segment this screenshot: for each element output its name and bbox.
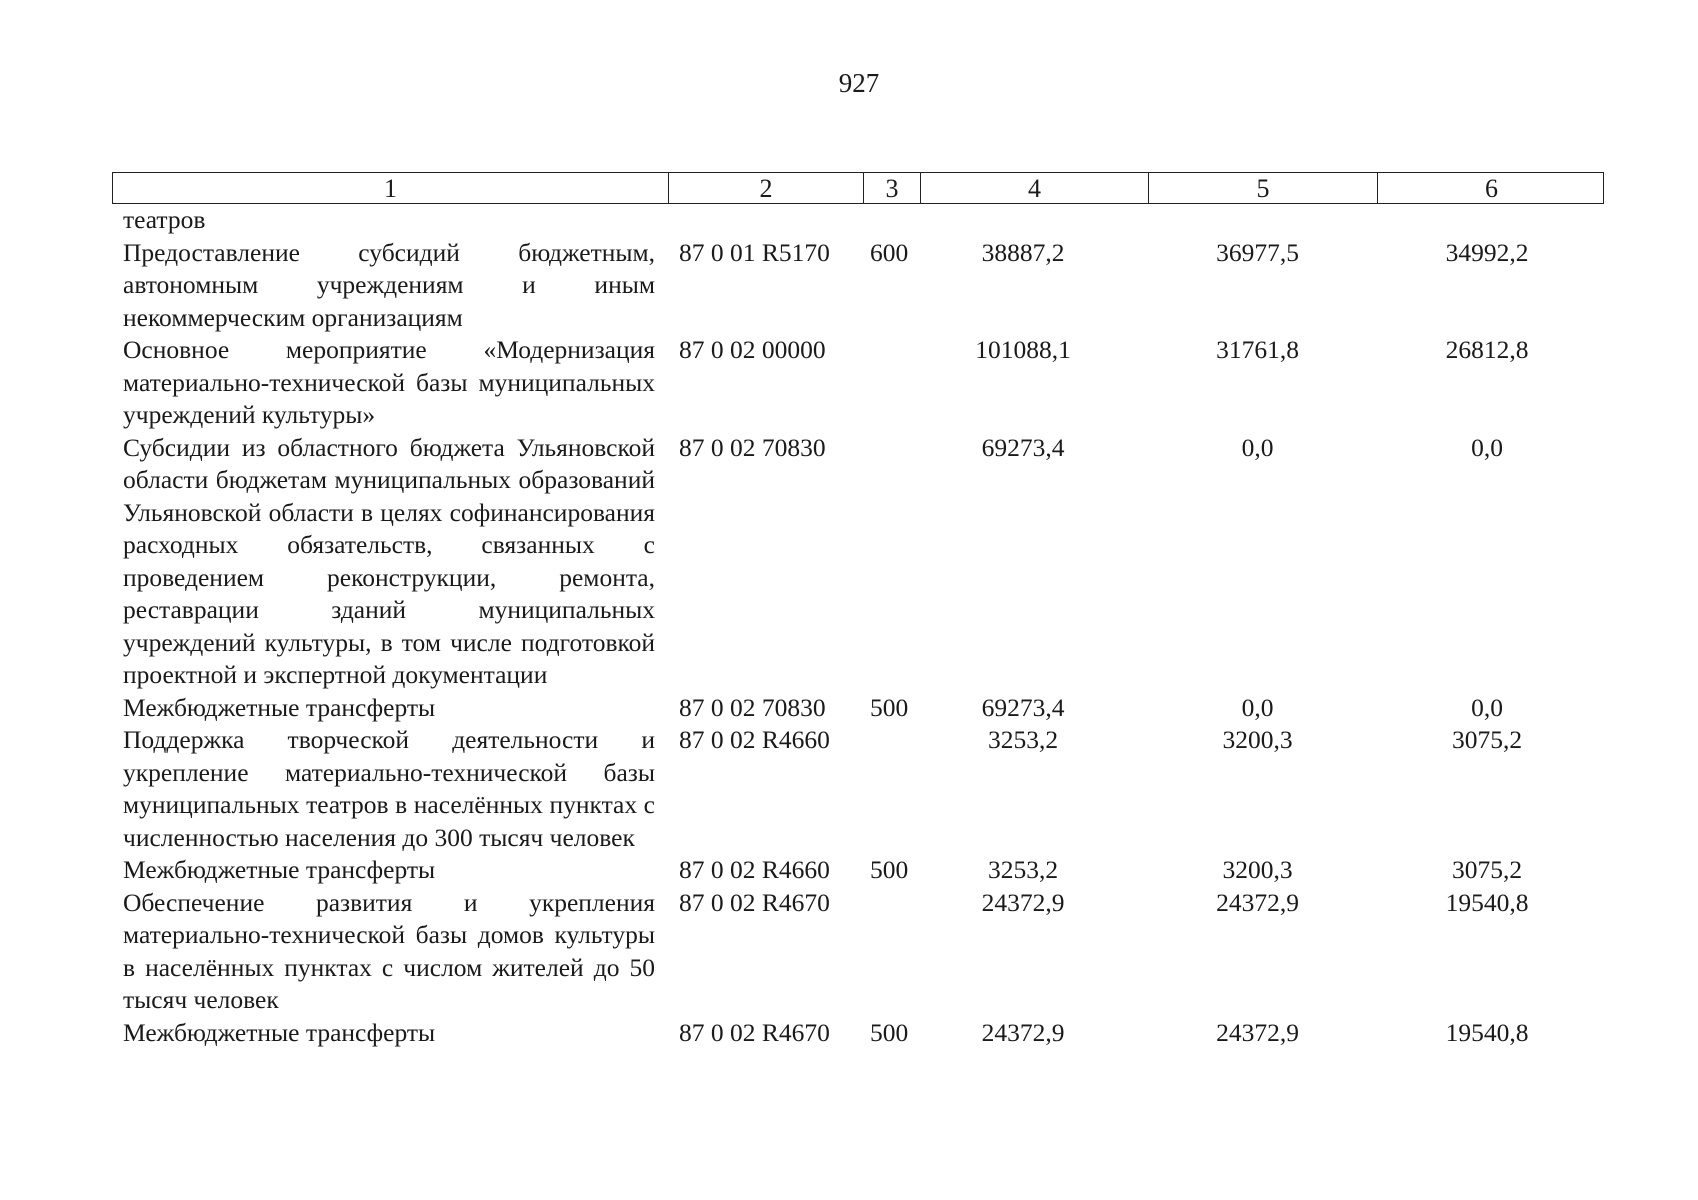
- row-name: театров: [123, 205, 206, 234]
- row-value-5: 36977,5: [1216, 237, 1299, 267]
- row-kind: [862, 724, 919, 854]
- table-row: [123, 432, 1604, 692]
- row-value-4: 69273,4: [981, 432, 1065, 462]
- row-value-5: 3200,3: [1222, 855, 1293, 884]
- row-name: Межбюджетные трансферты: [123, 855, 436, 884]
- row-value-5: 0,0: [1241, 432, 1274, 462]
- row-value-6: 19540,8: [1445, 887, 1529, 917]
- table-body: [112, 204, 1604, 1049]
- table-row: [123, 237, 1604, 335]
- row-value-4: 24372,9: [981, 1017, 1065, 1047]
- row-value-5: 31761,8: [1216, 335, 1299, 364]
- header-col-6: 6: [1377, 173, 1605, 204]
- table-header: [112, 172, 1604, 204]
- row-value-4: 3253,2: [987, 855, 1059, 884]
- row-code: 87 0 02 70830: [679, 432, 826, 462]
- header-col-3: 3: [863, 173, 920, 204]
- row-code: 87 0 02 R4660: [679, 725, 830, 754]
- row-value-5: 0,0: [1241, 692, 1274, 722]
- row-value-5: 3200,3: [1222, 725, 1293, 754]
- row-kind: 500: [870, 1017, 909, 1047]
- row-kind: 600: [870, 237, 909, 267]
- page-number: 927: [838, 68, 880, 98]
- table-row: [123, 724, 1604, 854]
- row-name: Основное мероприятие «Модернизация материально-технической базы муниципальных учреждений культуры»: [123, 335, 655, 429]
- table-row: [123, 204, 1604, 237]
- row-value-5: 24372,9: [1216, 1017, 1299, 1047]
- row-name: Межбюджетные трансферты: [123, 1017, 436, 1047]
- row-code: 87 0 01 R5170: [679, 237, 830, 267]
- row-name: Субсидии из областного бюджета Ульяновской области бюджетам муниципальных образований Ульяновской области в целях софинансирования расходных обязательств, связанных с проведением реконструкции, ремонта, реставрации зданий муниципальных учреждений культуры, в том числе подготовкой проектной и экспертной документации: [123, 432, 655, 689]
- row-value-4: 3253,2: [987, 725, 1059, 754]
- row-name: Поддержка творческой деятельности и укрепление материально-технической базы муниципальных театров в населённых пунктах с численностью населения до 300 тысяч человек: [123, 725, 655, 852]
- header-col-4: 4: [920, 173, 1148, 204]
- row-value-5: [1147, 204, 1376, 237]
- header-col-2: 2: [668, 173, 863, 204]
- row-code: 87 0 02 70830: [679, 692, 826, 722]
- row-value-6: 3075,2: [1451, 725, 1523, 754]
- row-code: 87 0 02 R4660: [679, 855, 830, 884]
- row-value-6: 19540,8: [1445, 1017, 1529, 1047]
- row-name: Предоставление субсидий бюджетным, автономным учреждениям и иным некоммерческим организациям: [123, 237, 655, 332]
- row-name: Обеспечение развития и укрепления материально-технической базы домов культуры в населённых пунктах с числом жителей до 50 тысяч человек: [123, 887, 655, 1014]
- row-kind: 500: [870, 855, 909, 884]
- row-value-5: 24372,9: [1216, 887, 1299, 917]
- row-code: 87 0 02 R4670: [679, 887, 830, 917]
- row-name: Межбюджетные трансферты: [123, 692, 436, 722]
- table-row: [123, 692, 1604, 725]
- row-value-4: [919, 204, 1147, 237]
- row-value-6: 26812,8: [1445, 335, 1529, 364]
- row-value-4: 38887,2: [981, 237, 1065, 267]
- table-row: [123, 334, 1604, 432]
- row-value-6: [1376, 204, 1604, 237]
- row-code: [667, 204, 862, 237]
- row-value-6: 3075,2: [1451, 855, 1523, 884]
- row-code: 87 0 02 00000: [679, 335, 826, 364]
- header-col-5: 5: [1148, 173, 1377, 204]
- row-value-4: 69273,4: [981, 692, 1065, 722]
- row-value-6: 34992,2: [1445, 237, 1529, 267]
- table-row: [123, 1017, 1604, 1050]
- row-value-6: 0,0: [1471, 432, 1503, 462]
- table-row: [123, 854, 1604, 887]
- row-value-4: 24372,9: [981, 887, 1065, 917]
- row-value-4: 101088,1: [975, 335, 1071, 364]
- row-kind: [862, 432, 919, 692]
- row-kind: 500: [870, 692, 909, 722]
- row-kind: [862, 204, 919, 237]
- header-col-1: 1: [384, 174, 397, 203]
- row-kind: [862, 887, 919, 1017]
- row-code: 87 0 02 R4670: [679, 1017, 830, 1047]
- table-row: [123, 887, 1604, 1017]
- budget-table: [112, 172, 1604, 1049]
- row-value-6: 0,0: [1471, 692, 1503, 722]
- row-kind: [862, 334, 919, 432]
